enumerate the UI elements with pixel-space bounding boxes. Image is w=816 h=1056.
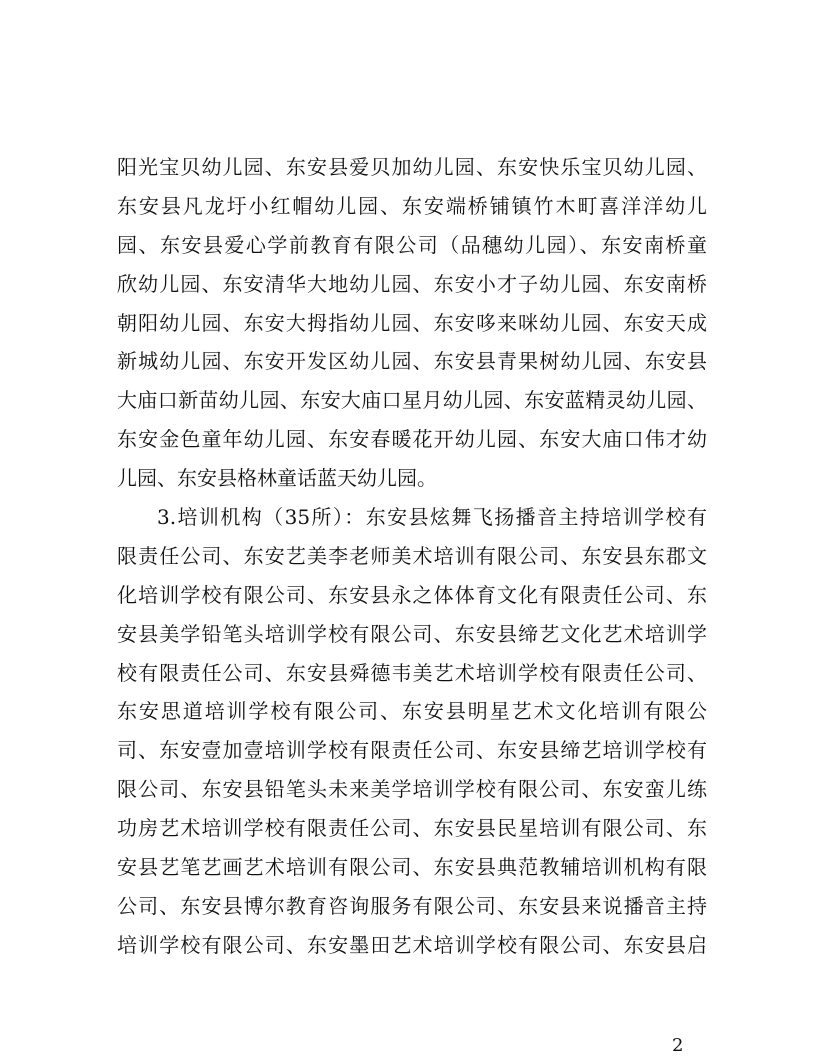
section-heading-line: 3.培训机构（35所）：东安县炫舞飞扬播音主持培训学校有 bbox=[157, 505, 707, 530]
text-line: 东安县凡龙圩小红帽幼儿园、东安端桥铺镇竹木町喜洋洋幼儿 bbox=[117, 193, 707, 218]
text-line: 培训学校有限公司、东安墨田艺术培训学校有限公司、东安县启 bbox=[117, 932, 707, 957]
text-line: 司、东安壹加壹培训学校有限责任公司、东安县缔艺培训学校有 bbox=[117, 738, 707, 763]
text-line: 校有限责任公司、东安县舜德韦美艺术培训学校有限责任公司、 bbox=[117, 660, 707, 685]
text-line: 安县艺笔艺画艺术培训有限公司、东安县典范教辅培训机构有限 bbox=[117, 855, 707, 880]
text-line: 儿园、东安县格林童话蓝天幼儿园。 bbox=[117, 466, 437, 491]
text-line: 东安思道培训学校有限公司、东安县明星艺术文化培训有限公 bbox=[117, 699, 707, 724]
text-line: 限公司、东安县铅笔头未来美学培训学校有限公司、东安蛮儿练 bbox=[117, 777, 707, 802]
text-line: 阳光宝贝幼儿园、东安县爱贝加幼儿园、东安快乐宝贝幼儿园、 bbox=[117, 155, 707, 179]
text-line: 限责任公司、东安艺美李老师美术培训有限公司、东安县东郡文 bbox=[117, 543, 707, 568]
text-line: 新城幼儿园、东安开发区幼儿园、东安县青果树幼儿园、东安县 bbox=[117, 349, 707, 374]
text-line: 化培训学校有限公司、东安县永之体体育文化有限责任公司、东 bbox=[117, 582, 707, 607]
text-line: 功房艺术培训学校有限责任公司、东安县民星培训有限公司、东 bbox=[117, 816, 707, 841]
text-line: 大庙口新苗幼儿园、东安大庙口星月幼儿园、东安蓝精灵幼儿园、 bbox=[117, 388, 707, 413]
page-number: 2 bbox=[672, 1035, 684, 1056]
text-line: 安县美学铅笔头培训学校有限公司、东安县缔艺文化艺术培训学 bbox=[117, 621, 707, 646]
body-text bbox=[117, 148, 707, 965]
text-line: 欣幼儿园、东安清华大地幼儿园、东安小才子幼儿园、东安南桥 bbox=[117, 271, 707, 296]
text-line: 朝阳幼儿园、东安大拇指幼儿园、东安哆来咪幼儿园、东安天成 bbox=[117, 310, 707, 335]
text-line: 东安金色童年幼儿园、东安春暖花开幼儿园、东安大庙口伟才幼 bbox=[117, 427, 707, 452]
text-line: 公司、东安县博尔教育咨询服务有限公司、东安县来说播音主持 bbox=[117, 893, 707, 918]
text-line: 园、东安县爱心学前教育有限公司（品穗幼儿园）、东安南桥童 bbox=[117, 232, 707, 257]
